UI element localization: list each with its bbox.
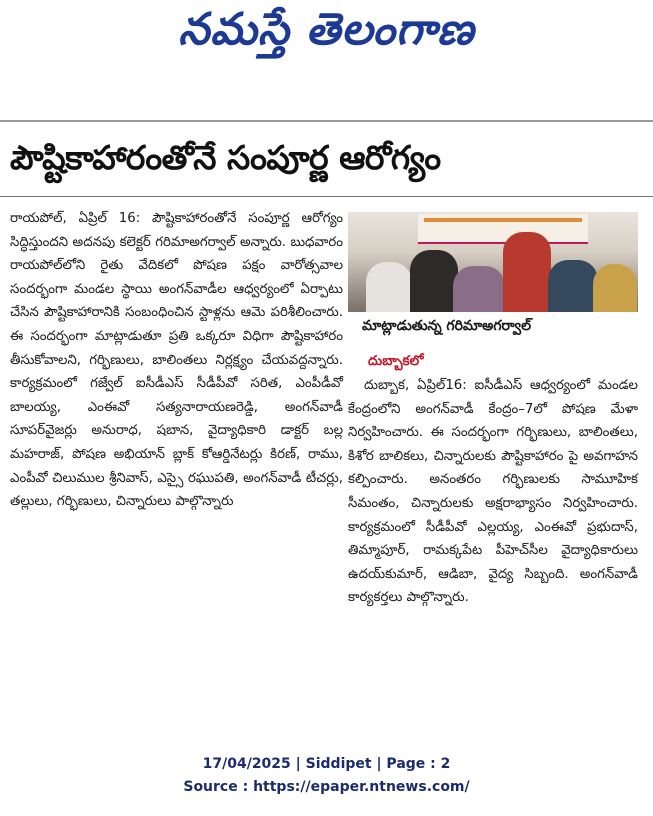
newspaper-title: నమస్తే తెలంగాణ: [178, 4, 475, 55]
photo-banner: [418, 214, 588, 244]
photo-caption: మాట్లాడుతున్న గరిమాఅగర్వాల్: [362, 318, 531, 334]
divider: [0, 196, 653, 197]
article-photo: [348, 212, 638, 312]
article-right-column: [348, 374, 638, 610]
footer-source: Source : https://epaper.ntnews.com/: [183, 779, 470, 795]
sub-dateline: దుబ్బాకలో: [368, 353, 424, 369]
masthead: [0, 0, 653, 84]
divider: [0, 120, 653, 122]
article-body: రాయపోల్, ఏప్రిల్ 16: పౌష్టికాహారంతోనే సంపూర్ణ ఆరోగ్యం సిద్ధిస్తుందని అదనపు కలెక్టర్ గరిమాఅగర్వాల్ అన్నారు. బుధవారం రాయపోల్‌లోని రైతు వేదికలో పోషణ పక్షం వారోత్సవాల సందర్భంగా మండల స్థాయి అంగన్‌వాడీల ఆధ్వర్యంలో ఏర్పాటు చేసిన పౌష్టికాహారానికి సంబంధించిన స్టాళ్లను ఆమె పరిశీలించారు. ఈ సందర్భంగా మాట్లాడుతూ ప్రతి ఒక్కరూ విధిగా పౌష్టికాహారం తీసుకోవాలని, గర్భిణులు, బాలింతలు నిర్లక్ష్యం చేయవద్దన్నారు. కార్యక్రమంలో గజ్వేల్ ఐసీడీఎస్ సీడీపీవో సరిత, ఎంపీడీవో బాలయ్య, ఎంఈవో సత్యనారాయణరెడ్డి, అంగన్‌వాడీ సూపర్‌వైజర్లు అనురాధ, షబాన, వైద్యాధికారి డాక్టర్ బల్ల మహరాజ్, పోషణ అభియాన్ బ్లాక్ కోఆర్డినేటర్లు కిరణ్, రాము, ఎంపీవో చిలుముల శ్రీనివాస్, ఎస్సై రఘుపతి, అంగన్‌వాడీ టీచర్లు, తల్లులు, గర్భిణులు, చిన్నారులు పాల్గొన్నారు: [10, 211, 343, 510]
article-body: దుబ్బాక, ఏప్రిల్16: ఐసీడీఎస్ ఆధ్వర్యంలో మండల కేంద్రంలోని అంగన్‌వాడీ కేంద్రం–7లో పోషణ మేళా నిర్వహించారు. ఈ సందర్భంగా గర్భిణులు, బాలింతలు, కిశోర బాలికలు, చిన్నారులకు పౌష్టికాహారం పై అవగాహన కల్పించారు. అనంతరం గర్భిణులకు సామూహిక సీమంతం, చిన్నారులకు అక్షరాభ్యాసం నిర్వహించారు. కార్యక్రమంలో సీడీపీవో ఎల్లయ్య, ఎంఈవో ప్రభుదాస్, తిమ్మాపూర్, రామక్కపేట పీహెచ్‌సీల వైద్యాధికారులు ఉదయ్‌కుమార్, ఆడిబా, వైద్య సిబ్బంది. అంగన్‌వాడీ కార్యకర్తలు పాల్గొన్నారు.: [348, 378, 638, 606]
article-headline: పౌష్టికాహారంతోనే సంపూర్ణ ఆరోగ్యం: [10, 138, 441, 177]
footer-date-edition: 17/04/2025 | Siddipet | Page : 2: [202, 756, 451, 772]
article-left-column: [10, 207, 343, 514]
